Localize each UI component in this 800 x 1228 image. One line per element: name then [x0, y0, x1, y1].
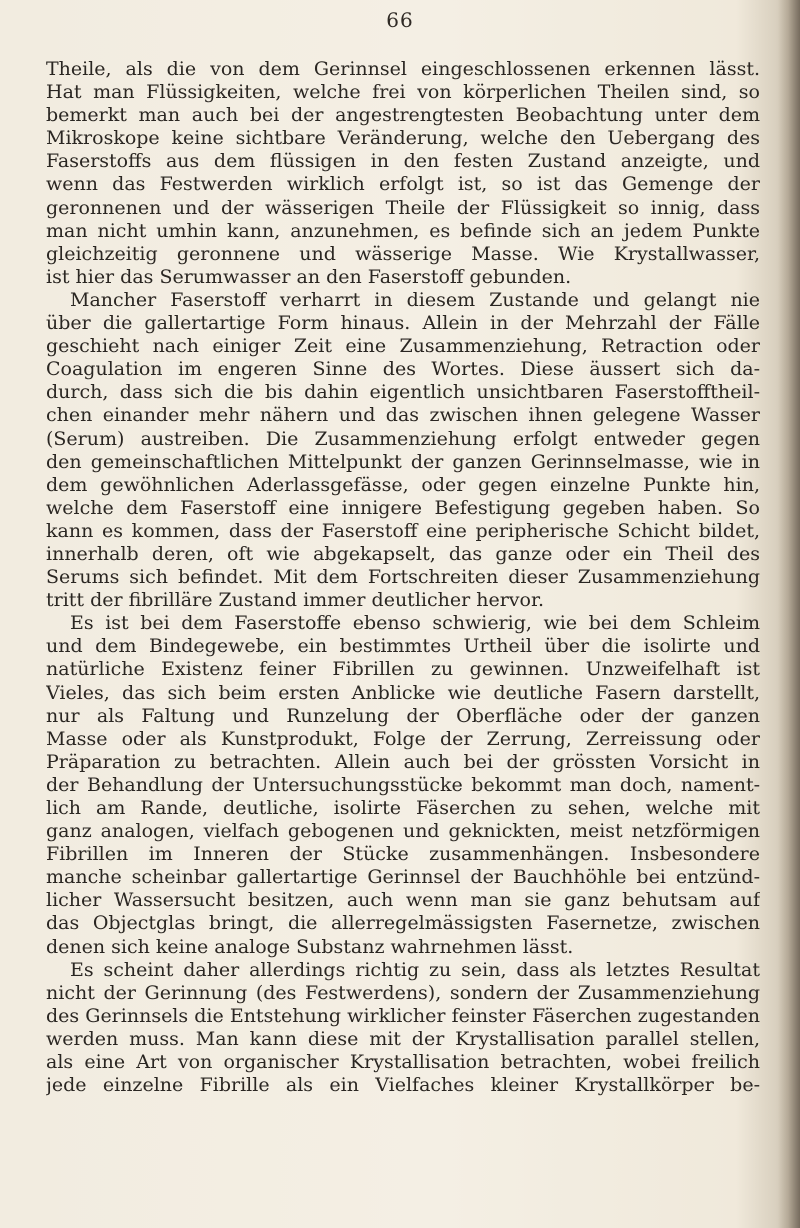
- text-line: Mancher Faserstoff verharrt in diesem Zustande und gelangt nie: [70, 288, 760, 311]
- text-line: Masse oder als Kunstprodukt, Folge der Zerrung, Zerreissung oder: [46, 727, 760, 750]
- paragraph: [46, 58, 760, 289]
- text-line: lich am Rande, deutliche, isolirte Fäserchen zu sehen, welche mit: [46, 797, 760, 819]
- paragraph: [46, 959, 760, 1098]
- text-line: Fibrillen im Inneren der Stücke zusammenhängen. Insbesondere: [46, 843, 760, 866]
- text-line: licher Wassersucht besitzen, auch wenn man sie ganz behutsam auf: [46, 889, 760, 912]
- text-line: jede einzelne Fibrille als ein Vielfaches kleiner Krystallkörper be-: [46, 1074, 760, 1097]
- text-line: ist hier das Serumwasser an den Faserstoff gebunden.: [46, 265, 572, 288]
- text-line: Hat man Flüssigkeiten, welche frei von körperlichen Theilen sind, so: [46, 81, 760, 104]
- text-line: chen einander mehr nähern und das zwischen ihnen gelegene Wasser: [46, 404, 760, 427]
- text-line: und dem Bindegewebe, ein bestimmtes Urtheil über die isolirte und: [46, 635, 760, 658]
- text-line: Coagulation im engeren Sinne des Wortes. Diese äussert sich da-: [46, 358, 760, 381]
- text-line: nicht der Gerinnung (des Festwerdens), sondern der Zusammenziehung: [46, 981, 760, 1004]
- page-number: 66: [386, 8, 414, 32]
- text-line: manche scheinbar gallertartige Gerinnsel der Bauchhöhle bei entzünd-: [46, 866, 760, 889]
- text-line: Mikroskope keine sichtbare Veränderung, welche den Uebergang des: [46, 127, 760, 150]
- text-line: nur als Faltung und Runzelung der Oberfläche oder der ganzen: [46, 704, 760, 727]
- text-line: geronnenen und der wässerigen Theile der Flüssigkeit so innig, dass: [46, 196, 760, 219]
- body-text: [46, 58, 760, 1097]
- text-line: Es scheint daher allerdings richtig zu sein, dass als letztes Resultat: [70, 958, 760, 981]
- text-line: den gemeinschaftlichen Mittelpunkt der ganzen Gerinnselmasse, wie in: [46, 450, 760, 473]
- text-line: gleichzeitig geronnene und wässerige Masse. Wie Krystallwasser,: [46, 242, 760, 265]
- text-line: Faserstoffs aus dem flüssigen in den festen Zustand anzeigte, und: [46, 150, 760, 173]
- text-line: als eine Art von organischer Krystallisation betrachten, wobei freilich: [46, 1051, 760, 1074]
- text-line: durch, dass sich die bis dahin eigentlich unsichtbaren Faserstofftheil-: [46, 381, 760, 404]
- text-line: Präparation zu betrachten. Allein auch bei der grössten Vorsicht in: [46, 750, 760, 773]
- text-line: das Objectglas bringt, die allerregelmässigsten Fasernetze, zwischen: [46, 912, 760, 935]
- text-line: tritt der fibrilläre Zustand immer deutlicher hervor.: [46, 589, 544, 612]
- text-line: des Gerinnsels die Entstehung wirklicher feinster Fäserchen zugestanden: [46, 1004, 760, 1027]
- text-line: man nicht umhin kann, anzunehmen, es befinde sich an jedem Punkte: [46, 219, 760, 242]
- text-line: Serums sich befindet. Mit dem Fortschreiten dieser Zusammenziehung: [46, 566, 760, 589]
- paragraph: [46, 612, 760, 958]
- text-line: welche dem Faserstoff eine innigere Befestigung gegeben haben. So: [46, 496, 760, 519]
- text-line: wenn das Festwerden wirklich erfolgt ist, so ist das Gemenge der: [46, 173, 760, 196]
- text-line: der Behandlung der Untersuchungsstücke bekommt man doch, nament-: [46, 773, 760, 796]
- text-line: denen sich keine analoge Substanz wahrnehmen lässt.: [46, 935, 574, 958]
- text-line: werden muss. Man kann diese mit der Krystallisation parallel stellen,: [46, 1027, 760, 1050]
- text-line: bemerkt man auch bei der angestrengtesten Beobachtung unter dem: [46, 104, 760, 127]
- text-line: kann es kommen, dass der Faserstoff eine peripherische Schicht bildet,: [46, 519, 760, 542]
- text-line: Theile, als die von dem Gerinnsel eingeschlossenen erkennen lässt.: [46, 58, 760, 80]
- page-edge-shadow: [778, 0, 800, 1228]
- text-line: Es ist bei dem Faserstoffe ebenso schwierig, wie bei dem Schleim: [70, 612, 760, 635]
- text-line: Vieles, das sich beim ersten Anblicke wie deutliche Fasern darstellt,: [46, 681, 760, 704]
- text-line: geschieht nach einiger Zeit eine Zusammenziehung, Retraction oder: [46, 335, 760, 358]
- text-line: (Serum) austreiben. Die Zusammenziehung erfolgt entweder gegen: [46, 427, 760, 450]
- text-line: natürliche Existenz feiner Fibrillen zu gewinnen. Unzweifelhaft ist: [46, 658, 760, 681]
- text-line: über die gallertartige Form hinaus. Allein in der Mehrzahl der Fälle: [46, 312, 760, 335]
- text-line: ganz analogen, vielfach gebogenen und geknickten, meist netzförmigen: [46, 820, 760, 843]
- text-line: innerhalb deren, oft wie abgekapselt, das ganze oder ein Theil des: [46, 542, 760, 565]
- paragraph: [46, 289, 760, 612]
- text-line: dem gewöhnlichen Aderlassgefässe, oder gegen einzelne Punkte hin,: [46, 473, 760, 496]
